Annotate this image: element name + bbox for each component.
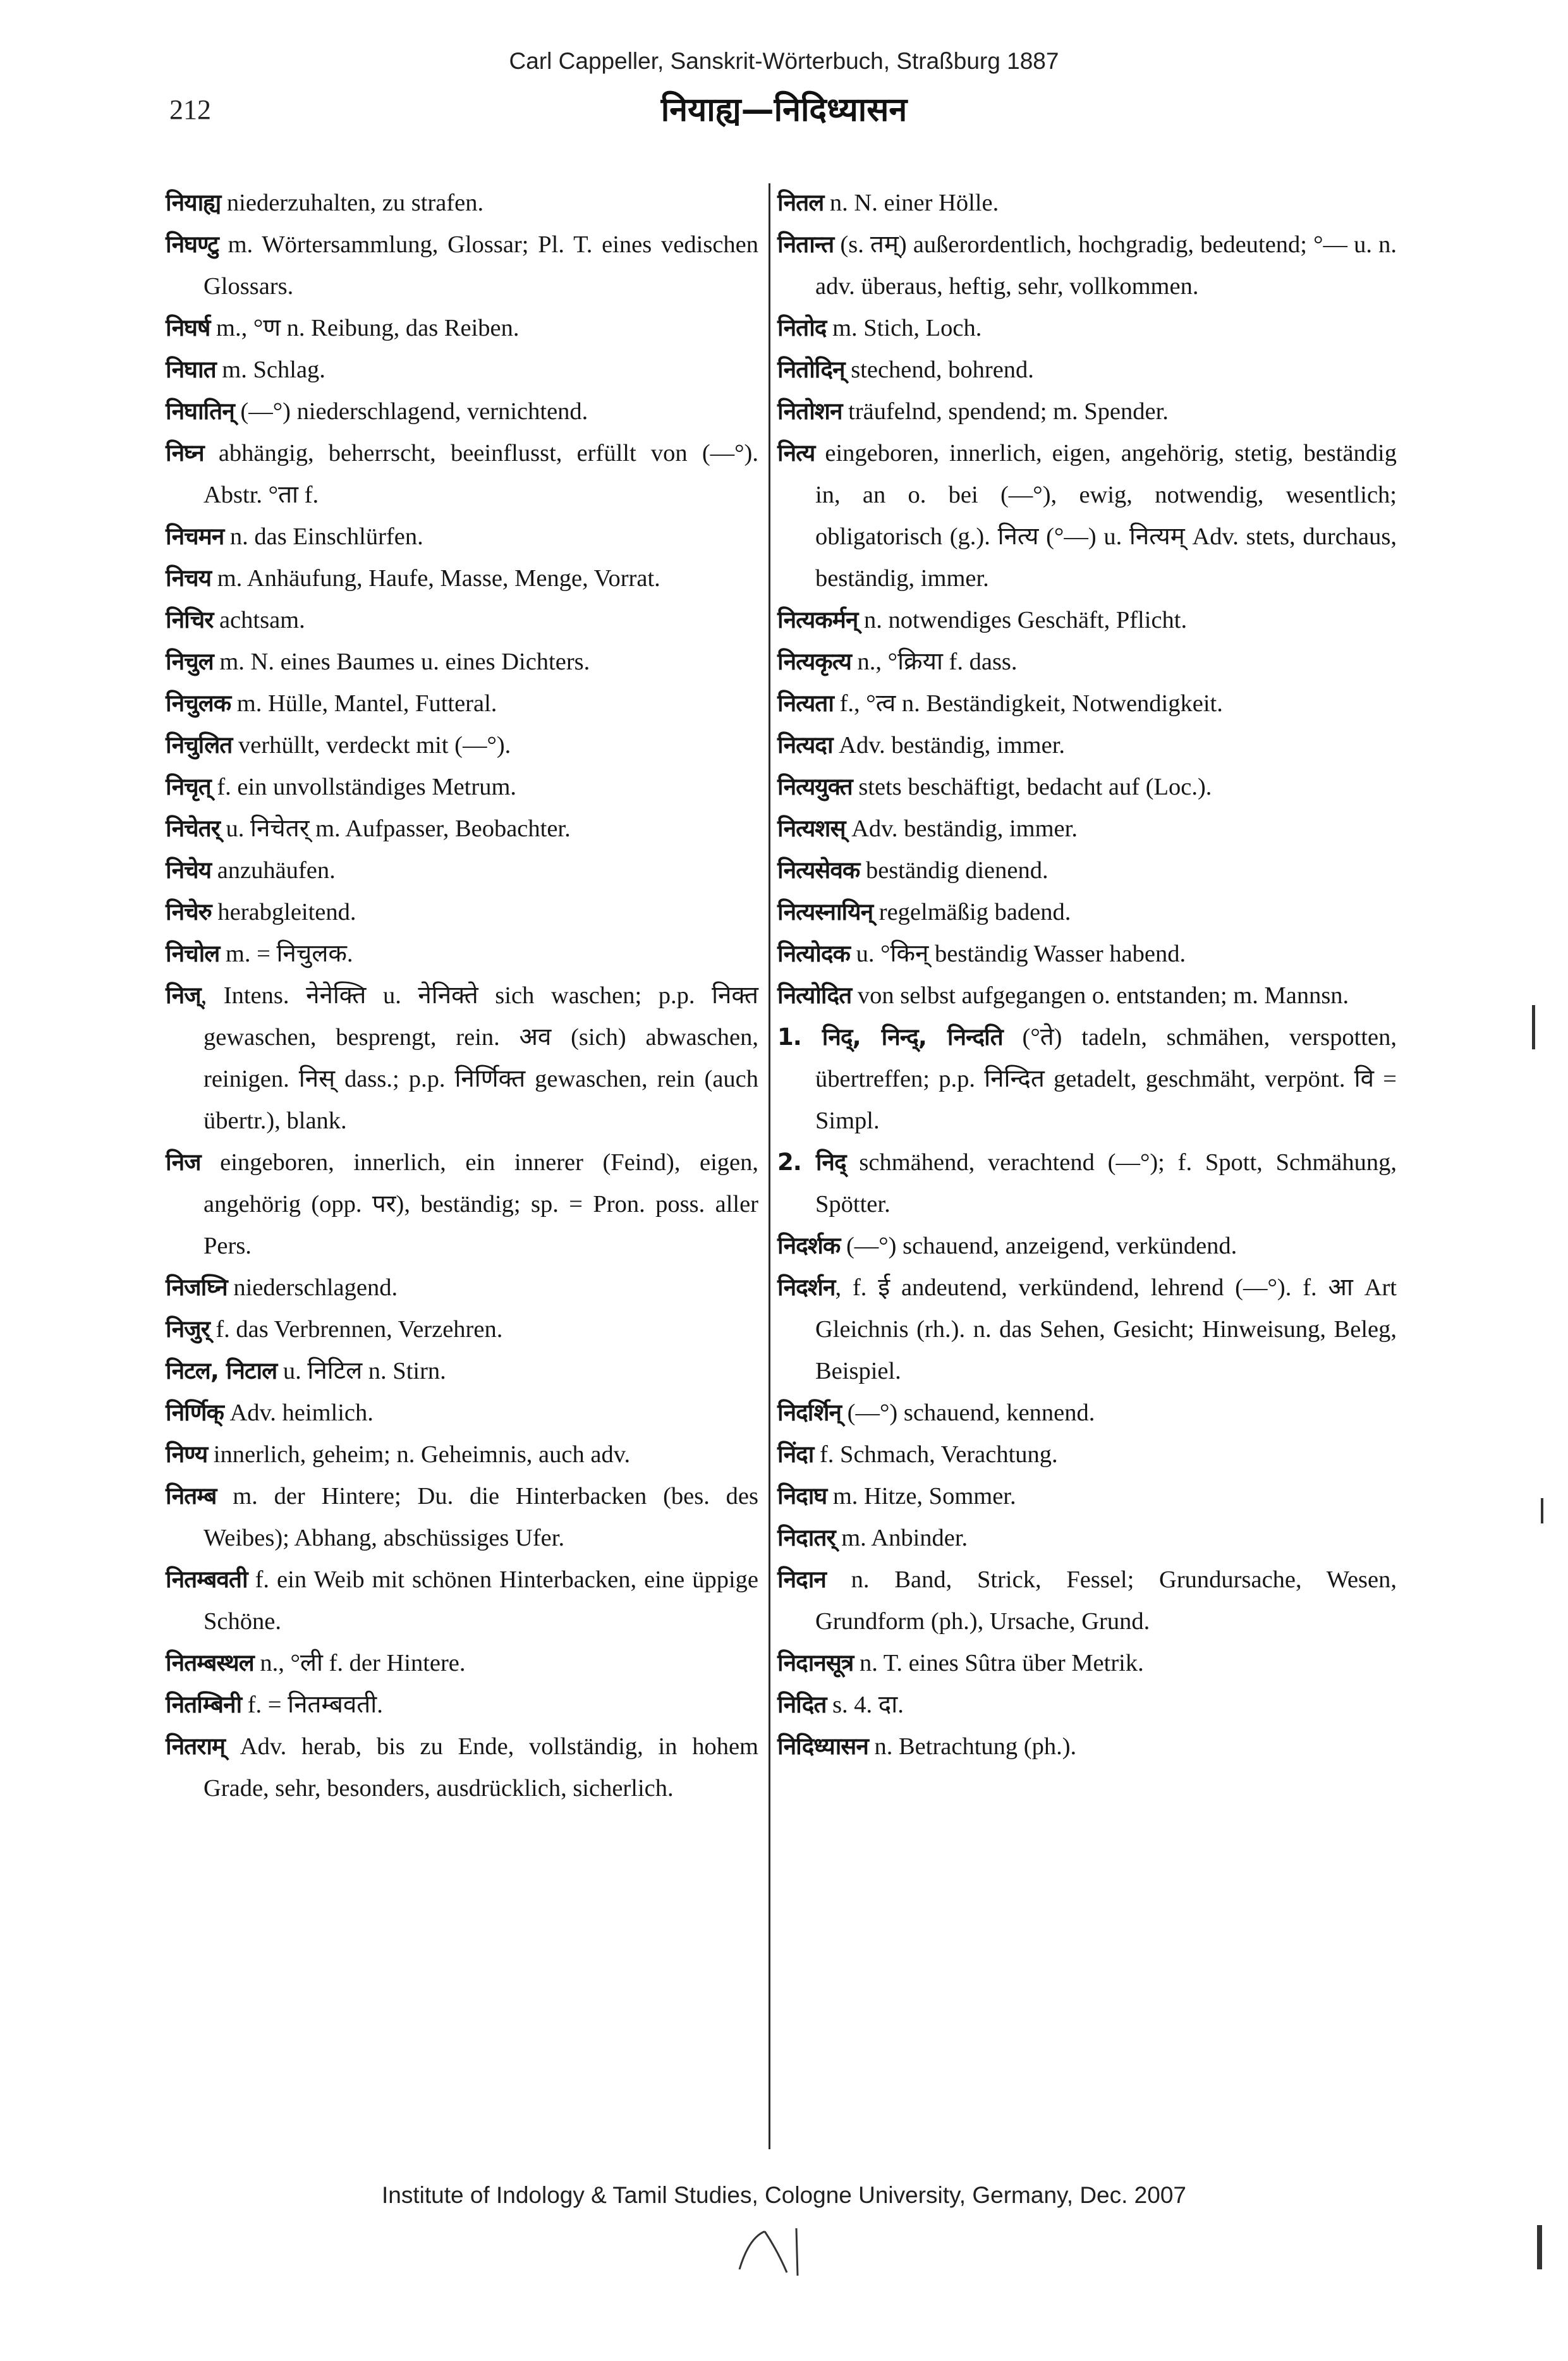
margin-speck bbox=[1541, 1498, 1543, 1523]
dictionary-entry bbox=[166, 766, 758, 808]
dictionary-entry bbox=[166, 724, 758, 766]
entry-headword: नितम्ब bbox=[166, 1482, 217, 1510]
entry-definition: stechend, bohrend. bbox=[844, 357, 1034, 383]
entry-definition: m. = निचुलक. bbox=[219, 941, 353, 967]
dictionary-entry bbox=[166, 224, 758, 307]
entry-headword: नित्यकृत्य bbox=[777, 648, 851, 675]
entry-headword: निण्य bbox=[166, 1441, 208, 1468]
right-column bbox=[777, 182, 1397, 1767]
entry-definition: schmähend, verachtend (—°); f. Spott, Schmähung, Spötter. bbox=[815, 1149, 1397, 1217]
entry-headword: निदान bbox=[777, 1566, 826, 1593]
page-number: 212 bbox=[169, 94, 211, 125]
entry-definition: , Intens. नेनेक्ति u. नेनिक्ते sich waschen; p.p. निक्त gewaschen, besprengt, rein. अव (sich) abwaschen, reinigen. निस् dass.; p.p. निर्णिक्त gewaschen, rein (auch übertr.), blank. bbox=[200, 982, 758, 1134]
entry-definition: abhängig, beherrscht, beeinflusst, erfüllt von (—°). Abstr. °ता f. bbox=[204, 440, 758, 508]
dictionary-entry bbox=[777, 1142, 1397, 1225]
dictionary-entry bbox=[777, 307, 1397, 349]
footer-credit: Institute of Indology & Tamil Studies, Cologne University, Germany, Dec. 2007 bbox=[381, 2182, 1186, 2208]
entry-definition: n. notwendiges Geschäft, Pflicht. bbox=[858, 607, 1188, 633]
entry-definition: m. Hitze, Sommer. bbox=[827, 1483, 1016, 1510]
entry-headword: निचुलक bbox=[166, 690, 231, 717]
entry-definition: (°ते) tadeln, schmähen, verspotten, übertreffen; p.p. निन्दित getadelt, geschmäht, verpönt. वि = Simpl. bbox=[815, 1024, 1397, 1134]
entry-headword: निदाघ bbox=[777, 1482, 827, 1510]
dictionary-entry bbox=[777, 975, 1397, 1016]
entry-definition: m. Anhäufung, Haufe, Masse, Menge, Vorrat. bbox=[211, 565, 660, 592]
dictionary-entry bbox=[166, 1684, 758, 1726]
dictionary-entry bbox=[777, 1517, 1397, 1559]
entry-definition: achtsam. bbox=[213, 607, 305, 633]
dictionary-entry bbox=[777, 1642, 1397, 1684]
dictionary-entry bbox=[777, 1726, 1397, 1767]
entry-headword: नित्ययुक्त bbox=[777, 773, 853, 800]
dictionary-entry bbox=[166, 683, 758, 724]
entry-definition: u. °किन् beständig Wasser habend. bbox=[849, 941, 1186, 967]
entry-definition: Adv. beständig, immer. bbox=[832, 732, 1066, 759]
dictionary-entry bbox=[777, 808, 1397, 850]
entry-headword: नितम्बिनी bbox=[166, 1691, 242, 1718]
entry-definition: verhüllt, verdeckt mit (—°). bbox=[232, 732, 511, 759]
left-column bbox=[166, 182, 758, 1809]
entry-headword: निर्णिक् bbox=[166, 1399, 224, 1426]
entry-definition: n., °ली f. der Hintere. bbox=[253, 1650, 466, 1676]
entry-definition: u. निचेतर् m. Aufpasser, Beobachter. bbox=[219, 815, 571, 842]
entry-headword: निघात bbox=[166, 356, 216, 383]
entry-definition: , f. ई andeutend, verkündend, lehrend (—°). f. आ Art Gleichnis (rh.). n. das Sehen, Gesicht; Hinweisung, Beleg, Beispiel. bbox=[815, 1274, 1397, 1384]
entry-headword: निदर्शन bbox=[777, 1274, 836, 1301]
entry-headword: निचुलित bbox=[166, 731, 233, 759]
entry-headword: नितोदिन् bbox=[777, 356, 845, 383]
dictionary-entry bbox=[777, 1016, 1397, 1142]
dictionary-entry bbox=[166, 516, 758, 558]
entry-headword: निचेतर् bbox=[166, 815, 220, 842]
entry-definition: n. Band, Strick, Fessel; Grundursache, Wesen, Grundform (ph.), Ursache, Grund. bbox=[815, 1566, 1397, 1635]
entry-definition: eingeboren, innerlich, eigen, angehörig, stetig, beständig in, an o. bei (—°), ewig, notwendig, wesentlich; obligatorisch (g.). नित्य (°—) u. नित्यम् Adv. stets, durchaus, beständig, immer. bbox=[815, 440, 1397, 592]
dictionary-entry bbox=[166, 1267, 758, 1309]
dictionary-entry bbox=[777, 1475, 1397, 1517]
dictionary-entry bbox=[777, 1559, 1397, 1642]
dictionary-entry bbox=[166, 558, 758, 599]
entry-headword: निदानसूत्र bbox=[777, 1649, 854, 1676]
dictionary-entry bbox=[166, 391, 758, 432]
dictionary-entry bbox=[166, 1350, 758, 1392]
entry-headword: नित्यता bbox=[777, 690, 834, 717]
entry-definition: f. = नितम्बवती. bbox=[241, 1692, 383, 1718]
column-divider bbox=[769, 183, 770, 2149]
entry-headword: नित्योदक bbox=[777, 940, 850, 967]
entry-definition: träufelnd, spendend; m. Spender. bbox=[842, 398, 1169, 425]
entry-headword: निदर्शिन् bbox=[777, 1399, 842, 1426]
entry-headword: नित्यसेवक bbox=[777, 857, 860, 884]
entry-definition: n. N. einer Hölle. bbox=[824, 190, 999, 216]
dictionary-entry bbox=[166, 1309, 758, 1350]
entry-definition: f. Schmach, Verachtung. bbox=[813, 1441, 1058, 1468]
entry-definition: stets beschäftigt, bedacht auf (Loc.). bbox=[852, 774, 1212, 800]
dictionary-entry bbox=[777, 683, 1397, 724]
entry-definition: n. T. eines Sûtra über Metrik. bbox=[853, 1650, 1144, 1676]
entry-headword: नितान्त bbox=[777, 231, 834, 258]
entry-headword: निघण्टु bbox=[166, 231, 219, 258]
dictionary-entry bbox=[777, 182, 1397, 224]
dictionary-entry bbox=[777, 933, 1397, 975]
entry-definition: f. das Verbrennen, Verzehren. bbox=[209, 1316, 503, 1343]
margin-speck bbox=[1532, 1005, 1535, 1049]
dictionary-entry bbox=[166, 1434, 758, 1475]
entry-headword: नित्यकर्मन् bbox=[777, 606, 858, 633]
entry-headword: 1. निद्, निन्द्, निन्दति bbox=[777, 1023, 1003, 1051]
entry-definition: (—°) niederschlagend, vernichtend. bbox=[234, 398, 588, 425]
dictionary-entry bbox=[166, 891, 758, 933]
dictionary-entry bbox=[777, 1434, 1397, 1475]
dictionary-entry bbox=[166, 850, 758, 891]
entry-headword: नितराम् bbox=[166, 1733, 226, 1760]
entry-headword: नित्यशस् bbox=[777, 815, 846, 842]
dictionary-entry bbox=[166, 1475, 758, 1559]
entry-headword: 2. निद् bbox=[777, 1149, 846, 1176]
entry-definition: s. 4. दा. bbox=[826, 1692, 904, 1718]
dictionary-entry bbox=[777, 349, 1397, 391]
dictionary-entry bbox=[166, 933, 758, 975]
entry-definition: innerlich, geheim; n. Geheimnis, auch adv. bbox=[207, 1441, 631, 1468]
dictionary-entry bbox=[777, 724, 1397, 766]
entry-headword: निचेय bbox=[166, 857, 212, 884]
dictionary-entry bbox=[777, 641, 1397, 683]
entry-definition: (—°) schauend, anzeigend, verkündend. bbox=[840, 1233, 1237, 1259]
entry-headword: नियाह्य bbox=[166, 189, 221, 216]
entry-definition: m. Wörtersammlung, Glossar; Pl. T. eines vedischen Glossars. bbox=[204, 231, 758, 300]
dictionary-entry bbox=[777, 391, 1397, 432]
dictionary-entry bbox=[777, 1225, 1397, 1267]
entry-definition: (s. तम्) außerordentlich, hochgradig, bedeutend; °— u. n. adv. überaus, heftig, sehr, vollkommen. bbox=[815, 231, 1397, 300]
dictionary-entry bbox=[777, 850, 1397, 891]
dictionary-entry bbox=[777, 599, 1397, 641]
entry-headword: निचिर bbox=[166, 606, 214, 633]
entry-definition: m. Hülle, Mantel, Futteral. bbox=[231, 690, 497, 717]
entry-headword: निदातर् bbox=[777, 1524, 836, 1551]
entry-definition: m. Anbinder. bbox=[835, 1525, 968, 1551]
dictionary-entry bbox=[777, 1392, 1397, 1434]
entry-headword: नितोशन bbox=[777, 398, 842, 425]
entry-headword: नितम्बस्थल bbox=[166, 1649, 254, 1676]
dictionary-entry bbox=[166, 975, 758, 1142]
entry-definition: f. ein unvollständiges Metrum. bbox=[210, 774, 517, 800]
dictionary-entry bbox=[166, 641, 758, 683]
entry-definition: m. Schlag. bbox=[216, 357, 325, 383]
source-credit: Carl Cappeller, Sanskrit-Wörterbuch, Straßburg 1887 bbox=[509, 48, 1059, 74]
entry-definition: n., °क्रिया f. dass. bbox=[851, 649, 1018, 675]
margin-speck bbox=[1537, 2225, 1542, 2269]
entry-definition: eingeboren, innerlich, ein innerer (Feind), eigen, angehörig (opp. पर), beständig; sp. = Pron. poss. aller Pers. bbox=[200, 1149, 758, 1259]
dictionary-entry bbox=[777, 1267, 1397, 1392]
dictionary-entry bbox=[166, 1392, 758, 1434]
entry-definition: m. N. eines Baumes u. eines Dichters. bbox=[213, 649, 590, 675]
entry-headword: नित्यदा bbox=[777, 731, 833, 759]
entry-definition: regelmäßig badend. bbox=[873, 899, 1071, 925]
entry-definition: Adv. heimlich. bbox=[223, 1400, 374, 1426]
headword-range: नियाह्य—निदिध्यासन bbox=[660, 91, 908, 129]
entry-definition: niederschlagend. bbox=[227, 1274, 398, 1301]
dictionary-entry bbox=[777, 432, 1397, 599]
entry-definition: u. निटिल n. Stirn. bbox=[277, 1358, 446, 1384]
entry-headword: निचेरु bbox=[166, 898, 212, 925]
entry-definition: f. ein Weib mit schönen Hinterbacken, eine üppige Schöne. bbox=[204, 1566, 758, 1635]
entry-headword: निंदा bbox=[777, 1441, 814, 1468]
entry-headword: निजुर् bbox=[166, 1315, 210, 1343]
entry-definition: beständig dienend. bbox=[860, 857, 1048, 884]
entry-definition: anzuhäufen. bbox=[211, 857, 336, 884]
entry-definition: Adv. beständig, immer. bbox=[845, 815, 1078, 842]
entry-headword: निचोल bbox=[166, 940, 220, 967]
entry-headword: नित्यस्नायिन् bbox=[777, 898, 873, 925]
dictionary-entry bbox=[166, 182, 758, 224]
dictionary-entry bbox=[777, 1684, 1397, 1726]
dictionary-entry bbox=[777, 891, 1397, 933]
entry-headword: निजघ्नि bbox=[166, 1274, 228, 1301]
entry-definition: (—°) schauend, kennend. bbox=[841, 1400, 1095, 1426]
entry-definition: m., °ण n. Reibung, das Reiben. bbox=[210, 315, 520, 341]
entry-headword: निचुल bbox=[166, 648, 214, 675]
entry-headword: निचय bbox=[166, 564, 212, 592]
dictionary-entry bbox=[166, 307, 758, 349]
entry-headword: निघातिन् bbox=[166, 398, 234, 425]
entry-headword: निटल, निटाल bbox=[166, 1357, 277, 1384]
entry-definition: herabgleitend. bbox=[211, 899, 356, 925]
dictionary-entry bbox=[166, 432, 758, 516]
dictionary-entry bbox=[166, 1559, 758, 1642]
entry-definition: f., °त्व n. Beständigkeit, Notwendigkeit. bbox=[833, 690, 1223, 717]
dictionary-entry bbox=[166, 1142, 758, 1267]
dictionary-entry bbox=[166, 1642, 758, 1684]
entry-headword: निज bbox=[166, 1149, 201, 1176]
entry-headword: निचृत् bbox=[166, 773, 211, 800]
entry-headword: निघ्न bbox=[166, 439, 204, 467]
entry-headword: निदर्शक bbox=[777, 1232, 841, 1259]
entry-definition: Adv. herab, bis zu Ende, vollständig, in hohem Grade, sehr, besonders, ausdrücklich, sicherlich. bbox=[204, 1733, 758, 1802]
dictionary-entry bbox=[166, 808, 758, 850]
entry-definition: niederzuhalten, zu strafen. bbox=[221, 190, 484, 216]
entry-definition: von selbst aufgegangen o. entstanden; m. Mannsn. bbox=[851, 982, 1349, 1009]
dictionary-entry bbox=[166, 599, 758, 641]
entry-headword: नितम्बवती bbox=[166, 1566, 248, 1593]
entry-definition: m. Stich, Loch. bbox=[826, 315, 982, 341]
entry-definition: m. der Hintere; Du. die Hinterbacken (bes. des Weibes); Abhang, abschüssiges Ufer. bbox=[204, 1483, 758, 1551]
entry-headword: नित्योदित bbox=[777, 982, 852, 1009]
entry-headword: नितोद bbox=[777, 314, 827, 341]
entry-definition: n. das Einschlürfen. bbox=[224, 523, 423, 550]
entry-headword: निचमन bbox=[166, 523, 224, 550]
dictionary-entry bbox=[166, 1726, 758, 1809]
dictionary-entry bbox=[777, 766, 1397, 808]
entry-headword: निघर्ष bbox=[166, 314, 210, 341]
dictionary-entry bbox=[777, 224, 1397, 307]
scan-artifact bbox=[727, 2225, 853, 2282]
dictionary-entry bbox=[166, 349, 758, 391]
entry-headword: नितल bbox=[777, 189, 824, 216]
entry-headword: निज् bbox=[166, 982, 201, 1009]
entry-headword: निदिध्यासन bbox=[777, 1733, 868, 1760]
entry-headword: नित्य bbox=[777, 439, 815, 467]
entry-definition: n. Betrachtung (ph.). bbox=[868, 1733, 1077, 1760]
entry-headword: निदित bbox=[777, 1691, 827, 1718]
